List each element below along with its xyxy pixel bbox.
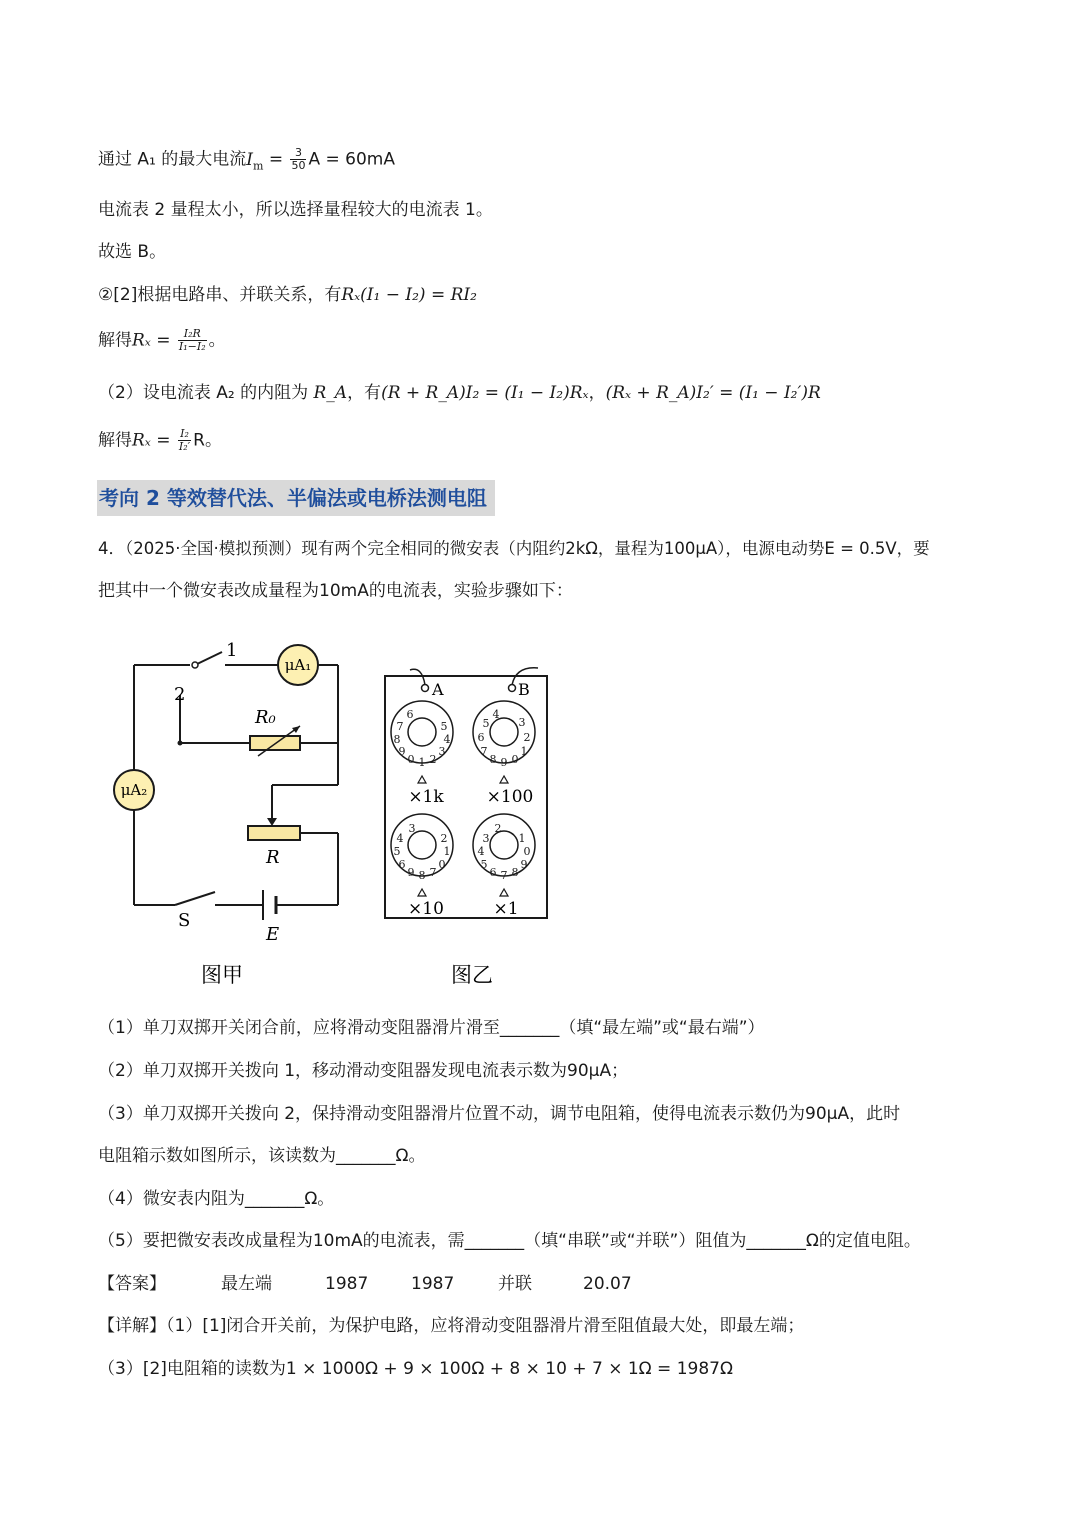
slider-arrowhead [267, 818, 277, 826]
label-r0: R₀ [255, 707, 276, 728]
answer-value: 1987 [411, 1274, 455, 1294]
svg-text:0: 0 [511, 753, 519, 766]
svg-text:2: 2 [429, 753, 437, 766]
circuit-figure [100, 630, 560, 1000]
label-x10: ×10 [408, 899, 444, 919]
text-line-solution [98, 428, 222, 453]
svg-text:4: 4 [477, 845, 485, 858]
fraction-numerator: I₂R [178, 328, 207, 341]
detail-line-2: （3）[2]电阻箱的读数为1 × 1000Ω + 9 × 100Ω + 8 × 10 + 7 × 1Ω = 1987Ω [98, 1359, 733, 1379]
label-e: E [266, 924, 280, 945]
svg-text:7: 7 [480, 745, 488, 758]
svg-text:6: 6 [477, 731, 485, 744]
answer-value: 20.07 [583, 1274, 632, 1294]
svg-text:5: 5 [393, 845, 401, 858]
terminal-a [422, 685, 429, 692]
svg-text:4: 4 [396, 832, 404, 845]
text-line: 电流表 2 量程太小，所以选择量程较大的电流表 1。 [98, 200, 493, 220]
label-terminal-b: B [518, 680, 530, 699]
label-x1: ×1 [493, 899, 519, 919]
math-expression: Rₓ = [132, 430, 176, 451]
svg-text:1: 1 [443, 845, 451, 858]
label-ua2: μA₂ [120, 781, 148, 799]
svg-text:3: 3 [438, 745, 446, 758]
text-line-internal-resistance [98, 381, 821, 405]
svg-text:4: 4 [492, 708, 500, 721]
svg-text:5: 5 [482, 717, 490, 730]
section-heading: 考向 2 等效替代法、半偏法或电桥法测电阻 [97, 480, 495, 516]
svg-text:0: 0 [407, 753, 415, 766]
label-x100: ×100 [486, 787, 534, 807]
text-segment: 。 [208, 330, 226, 351]
text-segment: ，有 [347, 383, 382, 403]
svg-text:9: 9 [407, 866, 415, 879]
step-3: （3）单刀双掷开关拨向 2，保持滑动变阻器滑片位置不动，调节电阻箱，使得电流表示数仍为90μA，此时 [98, 1104, 901, 1124]
text-segment: A = 60mA [308, 149, 395, 170]
label-switch-2: 2 [174, 684, 186, 705]
text-line-max-current [98, 147, 395, 178]
label-r: R [266, 847, 280, 868]
svg-text:8: 8 [418, 869, 426, 882]
text-segment: ， [588, 383, 606, 403]
label-switch-1: 1 [226, 640, 238, 661]
math-expression: Rₓ(I₁ − I₂) = RI₂ [341, 285, 477, 305]
label-ua1: μA₁ [284, 656, 312, 674]
fraction [178, 428, 191, 453]
switch-blade [195, 652, 222, 665]
switch-s-blade [175, 892, 215, 905]
svg-text:6: 6 [406, 708, 414, 721]
svg-text:0: 0 [438, 858, 446, 871]
svg-text:1: 1 [520, 745, 528, 758]
fraction-numerator: I₂ [178, 428, 191, 441]
svg-text:8: 8 [511, 866, 519, 879]
detail-line-1: 【详解】（1）[1]闭合开关前，为保护电路，应将滑动变阻器滑片滑至阻值最大处，即最左端； [98, 1316, 805, 1336]
text-segment: （2）设电流表 A₂ 的内阻为 [98, 383, 314, 403]
text-line-solution [98, 328, 226, 353]
question-line: 把其中一个微安表改成量程为10mA的电流表，实验步骤如下： [98, 581, 573, 601]
step-3-continued: 电阻箱示数如图所示，该读数为_______Ω。 [98, 1146, 426, 1166]
caption-figure-a: 图甲 [201, 963, 243, 987]
question-line: 4．（2025·全国·模拟预测）现有两个完全相同的微安表（内阻约2kΩ，量程为100μA），电源电动势E = 0.5V，要 [98, 539, 930, 558]
math-expression: (Rₓ + R_A)I₂′ = (I₁ − I₂′)R [605, 383, 821, 403]
label-x1k: ×1k [408, 787, 444, 807]
svg-text:2: 2 [523, 731, 531, 744]
math-expression: (R + R_A)I₂ = (I₁ − I₂)Rₓ [381, 383, 589, 403]
svg-text:4: 4 [443, 733, 451, 746]
math-im: $I_m$ [246, 149, 264, 172]
fraction [178, 328, 207, 353]
label-s: S [178, 910, 191, 931]
answer-value: 最左端 [221, 1274, 272, 1294]
step-1: （1）单刀双掷开关闭合前，应将滑动变阻器滑片滑至_______（填“最左端”或“最右端”） [98, 1018, 765, 1038]
text-line-relation [98, 283, 477, 307]
label-terminal-a: A [432, 680, 444, 699]
step-4: （4）微安表内阻为_______Ω。 [98, 1189, 335, 1209]
fraction-denominator: I₁−I₂ [178, 340, 206, 353]
svg-text:7: 7 [396, 720, 404, 733]
fraction-denominator: 50 [291, 159, 306, 172]
caption-figure-b: 图乙 [451, 963, 493, 987]
svg-text:2: 2 [494, 822, 502, 835]
step-5: （5）要把微安表改成量程为10mA的电流表，需_______（填“串联”或“并联”）阻值为_______Ω的定值电阻。 [98, 1231, 921, 1251]
svg-text:5: 5 [480, 858, 488, 871]
text-segment: 通过 A₁ 的最大电流 [98, 149, 247, 170]
terminal-b [509, 685, 516, 692]
svg-text:5: 5 [440, 720, 448, 733]
answer-value: 并联 [498, 1274, 532, 1294]
svg-text:0: 0 [523, 845, 531, 858]
svg-text:3: 3 [482, 832, 490, 845]
switch-contact [192, 662, 198, 668]
svg-text:7: 7 [429, 866, 437, 879]
math-expression: R_A [313, 383, 348, 403]
svg-text:8: 8 [489, 753, 497, 766]
answer-value: 1987 [325, 1274, 369, 1294]
fraction-numerator: 3 [290, 147, 306, 160]
rheostat-arrowhead [292, 726, 300, 733]
junction-dot [178, 741, 183, 746]
svg-text:1: 1 [418, 756, 426, 769]
svg-text:8: 8 [393, 733, 401, 746]
text-line: 故选 B。 [98, 242, 167, 262]
fraction [290, 147, 306, 172]
text-segment: R。 [193, 430, 222, 451]
svg-text:1: 1 [518, 832, 526, 845]
answer-row [98, 1272, 632, 1296]
svg-text:7: 7 [500, 869, 508, 882]
svg-text:3: 3 [408, 822, 416, 835]
text-segment: 解得 [98, 430, 132, 451]
text-segment: 解得 [98, 330, 132, 351]
svg-text:6: 6 [489, 866, 497, 879]
fraction-denominator: I₂′ [178, 440, 191, 453]
svg-text:2: 2 [440, 832, 448, 845]
step-2: （2）单刀双掷开关拨向 1，移动滑动变阻器发现电流表示数为90μA； [98, 1061, 629, 1081]
svg-text:9: 9 [520, 858, 528, 871]
svg-text:9: 9 [398, 745, 406, 758]
math-expression: Rₓ = [132, 330, 176, 351]
answer-label: 【答案】 [98, 1274, 166, 1294]
svg-text:6: 6 [398, 858, 406, 871]
svg-text:9: 9 [500, 756, 508, 769]
slide-rheostat-r [248, 826, 300, 840]
text-segment: ②[2]根据电路串、并联关系，有 [98, 285, 342, 305]
math-eq: = [263, 149, 289, 170]
svg-text:3: 3 [518, 716, 526, 729]
